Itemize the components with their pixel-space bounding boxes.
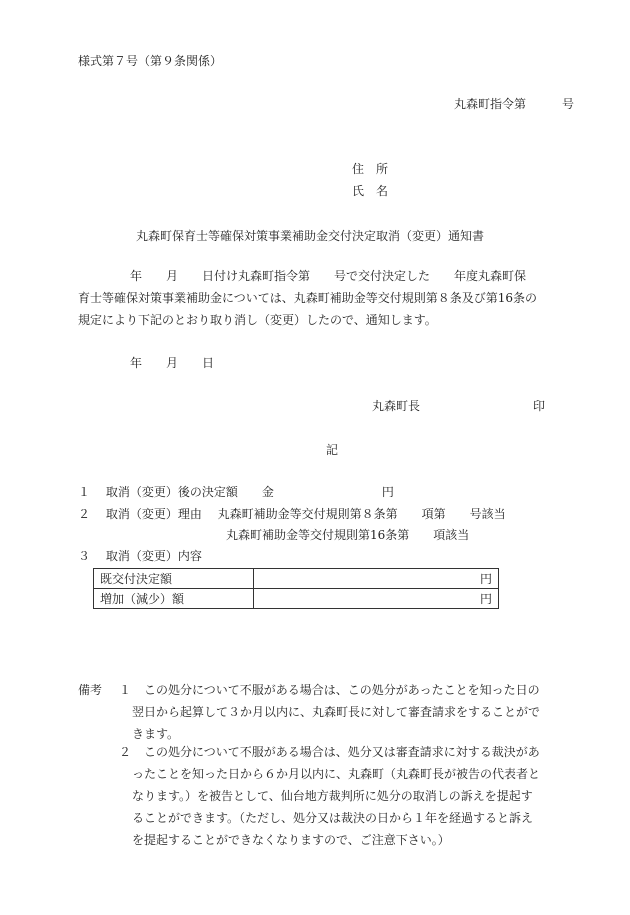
table-row bbox=[94, 569, 499, 589]
amount-table bbox=[93, 568, 499, 609]
remark-1-line: 翌日から起算して３か月以内に、丸森町長に対して審査請求をすることがで bbox=[132, 705, 541, 719]
remarks-label: 備考 bbox=[78, 683, 103, 697]
table-cell-unit: 円 bbox=[254, 569, 499, 589]
item-3: ３ 取消（変更）内容 bbox=[78, 549, 202, 563]
body-line: 年 月 日付け丸森町指令第 号で交付決定した 年度丸森町保 bbox=[130, 269, 527, 283]
document-title: 丸森町保育士等確保対策事業補助金交付決定取消（変更）通知書 bbox=[136, 229, 485, 243]
remark-1-line: この処分について不服がある場合は、この処分があったことを知った日の bbox=[144, 683, 540, 697]
remark-2-number: ２ bbox=[119, 745, 132, 759]
item-1: １ 取消（変更）後の決定額 金 円 bbox=[78, 485, 394, 499]
remark-2-line: この処分について不服がある場合は、処分又は審査請求に対する裁決があ bbox=[144, 745, 540, 759]
issuer-name: 丸森町長 bbox=[372, 399, 421, 413]
table-row bbox=[94, 589, 499, 609]
form-label: 様式第７号（第９条関係） bbox=[78, 54, 223, 68]
item-2-continued: 丸森町補助金等交付規則第16条第 項該当 bbox=[226, 528, 470, 542]
issue-date: 年 月 日 bbox=[130, 356, 215, 370]
table-cell-label: 増加（減少）額 bbox=[94, 589, 254, 609]
notice-heading: 記 bbox=[326, 443, 339, 457]
remark-1-line: きます。 bbox=[132, 727, 180, 741]
item-2: ２ 取消（変更）理由 丸森町補助金等交付規則第８条第 項第 号該当 bbox=[78, 507, 506, 521]
name-label: 氏 名 bbox=[352, 184, 389, 198]
remark-2-line: を提起することができなくなりますので、ご注意下さい。） bbox=[132, 833, 450, 847]
address-label: 住 所 bbox=[352, 162, 389, 176]
remark-2-line: ったことを知った日から６か月以内に、丸森町（丸森町長が被告の代表者と bbox=[132, 767, 541, 781]
seal-mark: 印 bbox=[533, 399, 546, 413]
remark-2-line: なります。）を被告として、仙台地方裁判所に処分の取消しの訴えを提起す bbox=[132, 789, 533, 803]
document-number: 丸森町指令第 号 bbox=[454, 97, 575, 111]
table-cell-label: 既交付決定額 bbox=[94, 569, 254, 589]
remark-1-number: １ bbox=[119, 683, 132, 697]
remark-2-line: ることができます。（ただし、処分又は裁決の日から１年を経過すると訴え bbox=[132, 811, 534, 825]
body-line: 規定により下記のとおり取り消し（変更）したので、通知します。 bbox=[78, 313, 437, 327]
body-line: 育士等確保対策事業補助金については、丸森町補助金等交付規則第８条及び第16条の bbox=[78, 291, 538, 305]
table-cell-unit: 円 bbox=[254, 589, 499, 609]
